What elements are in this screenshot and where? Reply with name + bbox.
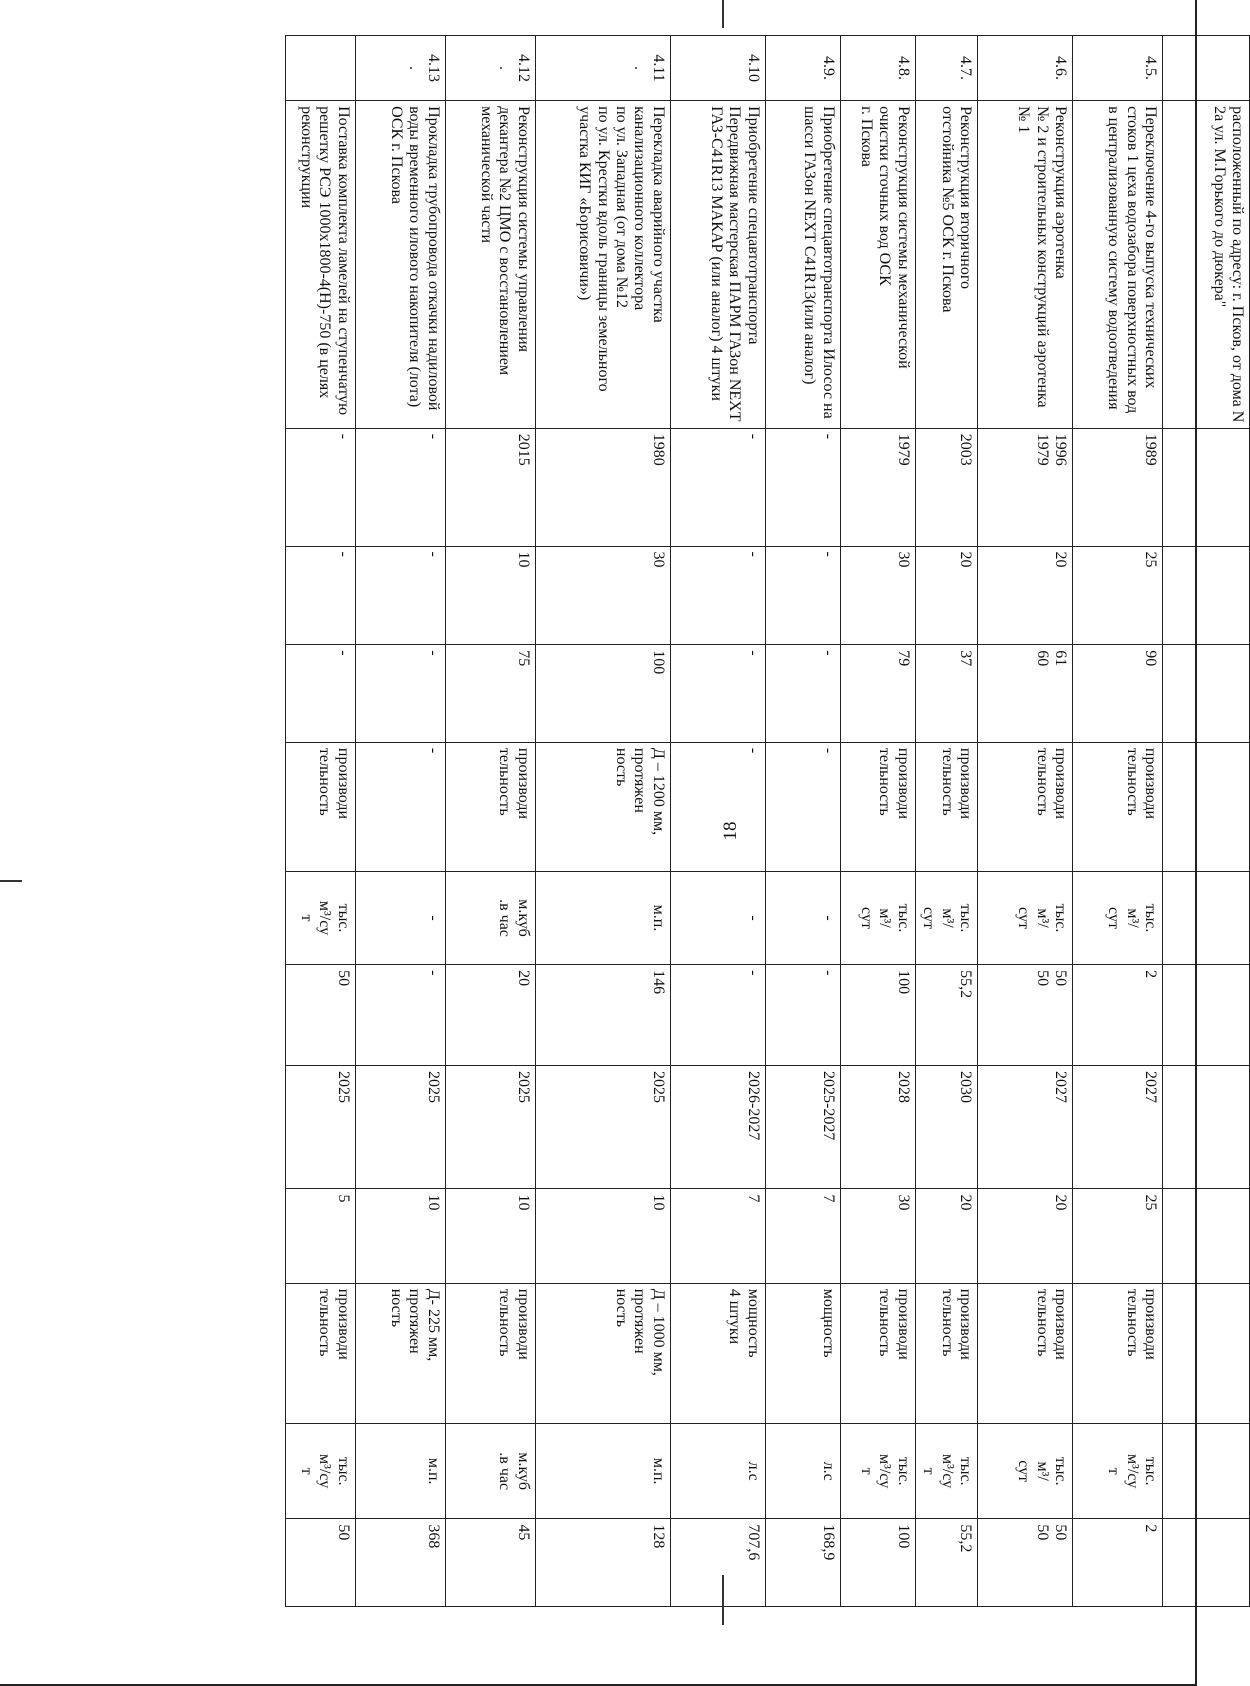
item-name: Реконструкция вторичного отстойника №5 ОСК г. Пскова [915, 101, 977, 429]
new-param-unit: л.с [670, 1423, 765, 1518]
table-cell [1163, 1283, 1250, 1423]
table-row [840, 36, 915, 1607]
new-param-value: 50 50 [978, 1519, 1073, 1607]
new-param-unit: м.п. [535, 1423, 670, 1518]
table-cell [1163, 1519, 1250, 1607]
table-row [1073, 36, 1163, 1607]
new-param-value: 50 [285, 1519, 355, 1607]
service-life: 30 [535, 546, 670, 645]
service-life: 30 [840, 546, 915, 645]
commission-year: 2003 [915, 428, 977, 546]
commission-year: 1980 [535, 428, 670, 546]
param-value: - [765, 965, 840, 1066]
param-unit: - [670, 871, 765, 964]
wear-percent: 90 [1073, 645, 1163, 743]
item-name: Переключение 4-го выпуска технических стоков 1 цеха водозабора поверхностных вод в централизованную систему водоотведения [1073, 101, 1163, 429]
new-param-name: производи тельность [285, 1283, 355, 1423]
plan-service-life: 20 [915, 1189, 977, 1283]
wear-percent: - [670, 645, 765, 743]
item-name: Перекладка аварийного участка канализационного коллектора по ул. Западная (от дома №12 по ул. Крестки вдоль границы земельного участка КИГ «Борисовичи») [535, 101, 670, 429]
investment-table [285, 35, 1250, 1607]
param-name: производи тельность [445, 742, 535, 871]
plan-service-life: 7 [765, 1189, 840, 1283]
plan-service-life: 20 [978, 1189, 1073, 1283]
param-unit: тыс. м³/ сут [1073, 871, 1163, 964]
wear-percent: 75 [445, 645, 535, 743]
page-number: 18 [720, 821, 741, 841]
table-cell [1163, 546, 1250, 645]
param-value: 50 50 [978, 965, 1073, 1066]
table-cell [1163, 36, 1250, 101]
new-param-unit: тыс. м³/су т [1073, 1423, 1163, 1518]
table-cell [1163, 871, 1250, 964]
item-name: Реконструкция системы управления декантера №2 ЦМО с восстановлением механической части [445, 101, 535, 429]
param-unit: тыс. м³/ сут [915, 871, 977, 964]
new-param-name: производи тельность [915, 1283, 977, 1423]
new-param-value: 707,6 [670, 1519, 765, 1607]
plan-year: 2027 [1073, 1066, 1163, 1189]
param-value: 55,2 [915, 965, 977, 1066]
param-value: 100 [840, 965, 915, 1066]
service-life: 20 [978, 546, 1073, 645]
new-param-unit: тыс. м³/су т [840, 1423, 915, 1518]
scan-mark [722, 0, 724, 28]
plan-year: 2025 [445, 1066, 535, 1189]
wear-percent: 100 [535, 645, 670, 743]
plan-service-life: 30 [840, 1189, 915, 1283]
row-number [285, 36, 355, 101]
param-name: производи тельность [915, 742, 977, 871]
new-param-name: производи тельность [1073, 1283, 1163, 1423]
table-row [535, 36, 670, 1607]
param-name: производи тельность [978, 742, 1073, 871]
new-param-name: производи тельность [445, 1283, 535, 1423]
commission-year: 1979 [840, 428, 915, 546]
new-param-value: 368 [355, 1519, 445, 1607]
plan-year: 2026-2027 [670, 1066, 765, 1189]
plan-year: 2025 [355, 1066, 445, 1189]
param-value: 2 [1073, 965, 1163, 1066]
new-param-unit: тыс. м³/су т [915, 1423, 977, 1518]
service-life: - [765, 546, 840, 645]
table-cell [1163, 742, 1250, 871]
new-param-value: 45 [445, 1519, 535, 1607]
param-name: производи тельность [1073, 742, 1163, 871]
service-life: 10 [445, 546, 535, 645]
plan-service-life: 10 [535, 1189, 670, 1283]
table-row [1163, 36, 1250, 1607]
wear-percent: 37 [915, 645, 977, 743]
param-unit: - [765, 871, 840, 964]
new-param-name: мощность 4 штуки [670, 1283, 765, 1423]
row-number: 4.12 . [445, 36, 535, 101]
table-row [670, 36, 765, 1607]
plan-year: 2030 [915, 1066, 977, 1189]
row-number: 4.11 . [535, 36, 670, 101]
new-param-name: Д- 225 мм, протяжен ность [355, 1283, 445, 1423]
wear-percent: 61 60 [978, 645, 1073, 743]
row-number: 4.8. [840, 36, 915, 101]
table-cell [1163, 1423, 1250, 1518]
new-param-name: Д – 1000 мм, протяжен ность [535, 1283, 670, 1423]
commission-year: - [355, 428, 445, 546]
table-row [765, 36, 840, 1607]
rotated-table-container [205, 35, 1250, 1607]
plan-year: 2025 [285, 1066, 355, 1189]
param-unit: м.п. [535, 871, 670, 964]
commission-year: - [670, 428, 765, 546]
table-row [915, 36, 977, 1607]
param-name: - [670, 742, 765, 871]
item-name: Прокладка трубопровода откачки надиловой воды временного илового накопителя (лота) ОСК г. Пскова [355, 101, 445, 429]
new-param-name: производи тельность [978, 1283, 1073, 1423]
service-life: - [355, 546, 445, 645]
param-value: - [355, 965, 445, 1066]
param-name: Д – 1200 мм, протяжен ность [535, 742, 670, 871]
param-unit: тыс. м³/ сут [978, 871, 1073, 964]
new-param-value: 128 [535, 1519, 670, 1607]
plan-year: 2025 [535, 1066, 670, 1189]
new-param-value: 168,9 [765, 1519, 840, 1607]
service-life: - [285, 546, 355, 645]
table-cell [1163, 965, 1250, 1066]
new-param-unit: м.куб .в час [445, 1423, 535, 1518]
wear-percent: - [355, 645, 445, 743]
plan-year: 2025-2027 [765, 1066, 840, 1189]
new-param-unit: тыс. м³/су т [285, 1423, 355, 1518]
param-name: - [765, 742, 840, 871]
row-number: 4.13 . [355, 36, 445, 101]
param-name: производи тельность [840, 742, 915, 871]
plan-service-life: 25 [1073, 1189, 1163, 1283]
row-number: 4.5. [1073, 36, 1163, 101]
row-number: 4.7. [915, 36, 977, 101]
plan-year: 2028 [840, 1066, 915, 1189]
param-name: - [355, 742, 445, 871]
table-cell [1163, 1189, 1250, 1283]
commission-year: 1989 [1073, 428, 1163, 546]
new-param-unit: тыс. м³/ сут [978, 1423, 1073, 1518]
param-value: 50 [285, 965, 355, 1066]
row-number: 4.6. [978, 36, 1073, 101]
wear-percent: - [765, 645, 840, 743]
row-number: 4.10 [670, 36, 765, 101]
plan-service-life: 7 [670, 1189, 765, 1283]
wear-percent: 79 [840, 645, 915, 743]
item-name: Поставка комплекта ламелей на ступенчатую решетку РСЭ 1000х1800-4(Н)-750 (в целях реконструкции [285, 101, 355, 429]
param-name: производи тельность [285, 742, 355, 871]
wear-percent: - [285, 645, 355, 743]
new-param-name: производи тельность [840, 1283, 915, 1423]
new-param-unit: л.с [765, 1423, 840, 1518]
table-cell [1163, 428, 1250, 546]
param-value: 20 [445, 965, 535, 1066]
service-life: 25 [1073, 546, 1163, 645]
table-cell [1163, 1066, 1250, 1189]
new-param-value: 100 [840, 1519, 915, 1607]
item-name: Реконструкция системы механической очистки сточных вод ОСК г. Пскова [840, 101, 915, 429]
item-name: Реконструкция аэротенка № 2 и строительных конструкций аэротенка № 1 [978, 101, 1073, 429]
service-life: 20 [915, 546, 977, 645]
table-cell [1163, 645, 1250, 743]
param-unit: м.куб .в час [445, 871, 535, 964]
param-unit: - [355, 871, 445, 964]
plan-year: 2027 [978, 1066, 1073, 1189]
table-row [978, 36, 1073, 1607]
param-unit: тыс. м³/ сут [840, 871, 915, 964]
table-row [355, 36, 445, 1607]
scan-mark [0, 880, 22, 882]
param-value: - [670, 965, 765, 1066]
item-name: Приобретение спецавтотранспорта Илосос на шасси ГАЗон NEXT C41R13(или аналог) [765, 101, 840, 429]
commission-year: - [285, 428, 355, 546]
plan-service-life: 10 [355, 1189, 445, 1283]
table-row [285, 36, 355, 1607]
param-value: 146 [535, 965, 670, 1066]
service-life: - [670, 546, 765, 645]
item-name: Приобретение спецавтотранспорта Передвижная мастерская ПАРМ ГАЗон NEXT ГАЗ-C41R13 МАКАР (или аналог) 4 штуки [670, 101, 765, 429]
continuation-text: расположенный по адресу: г. Псков, от дома N 2а ул. М.Горького до дюкера" [1163, 101, 1250, 429]
commission-year: - [765, 428, 840, 546]
param-unit: тыс. м³/су т [285, 871, 355, 964]
plan-service-life: 5 [285, 1189, 355, 1283]
new-param-unit: м.п. [355, 1423, 445, 1518]
commission-year: 2015 [445, 428, 535, 546]
commission-year: 1996 1979 [978, 428, 1073, 546]
row-number: 4.9. [765, 36, 840, 101]
plan-service-life: 10 [445, 1189, 535, 1283]
table-row [445, 36, 535, 1607]
new-param-value: 2 [1073, 1519, 1163, 1607]
new-param-value: 55,2 [915, 1519, 977, 1607]
new-param-name: мощность [765, 1283, 840, 1423]
